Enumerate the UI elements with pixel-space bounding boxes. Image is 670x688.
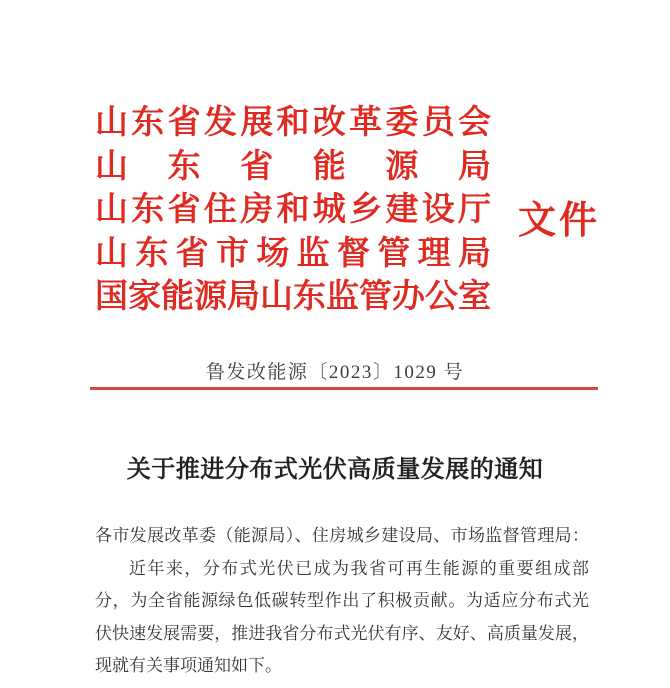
agency-name-line: 山东省市场监督管理局 — [95, 235, 491, 272]
agency-name-line: 国家能源局山东监管办公室 — [95, 279, 491, 315]
body-text-line: 伏快速发展需要，推进我省分布式光伏有序、友好、高质量发展， — [95, 623, 589, 643]
reference-number: 鲁发改能源〔2023〕1029 号 — [205, 362, 465, 383]
doc-type-label: 文件 — [518, 200, 601, 242]
agency-name-line: 山东省发展和改革委员会 — [95, 105, 491, 141]
body-text-line: 现就有关事项通知如下。 — [95, 656, 282, 676]
body-text-line: 分，为全省能源绿色低碳转型作出了积极贡献。为适应分布式光 — [95, 591, 589, 611]
body-text-line: 近年来，分布式光伏已成为我省可再生能源的重要组成部 — [129, 558, 589, 578]
agency-name-line: 山东省能源局 — [95, 148, 491, 185]
document-title: 关于推进分布式光伏高质量发展的通知 — [126, 457, 544, 483]
agency-name-line: 山东省住房和城乡建设厅 — [95, 192, 491, 228]
red-divider-line — [90, 387, 598, 390]
salutation-line: 各市发展改革委（能源局）、住房城乡建设局、市场监督管理局： — [95, 526, 589, 545]
document-body — [95, 520, 589, 683]
letterhead-agency-block — [95, 102, 491, 320]
